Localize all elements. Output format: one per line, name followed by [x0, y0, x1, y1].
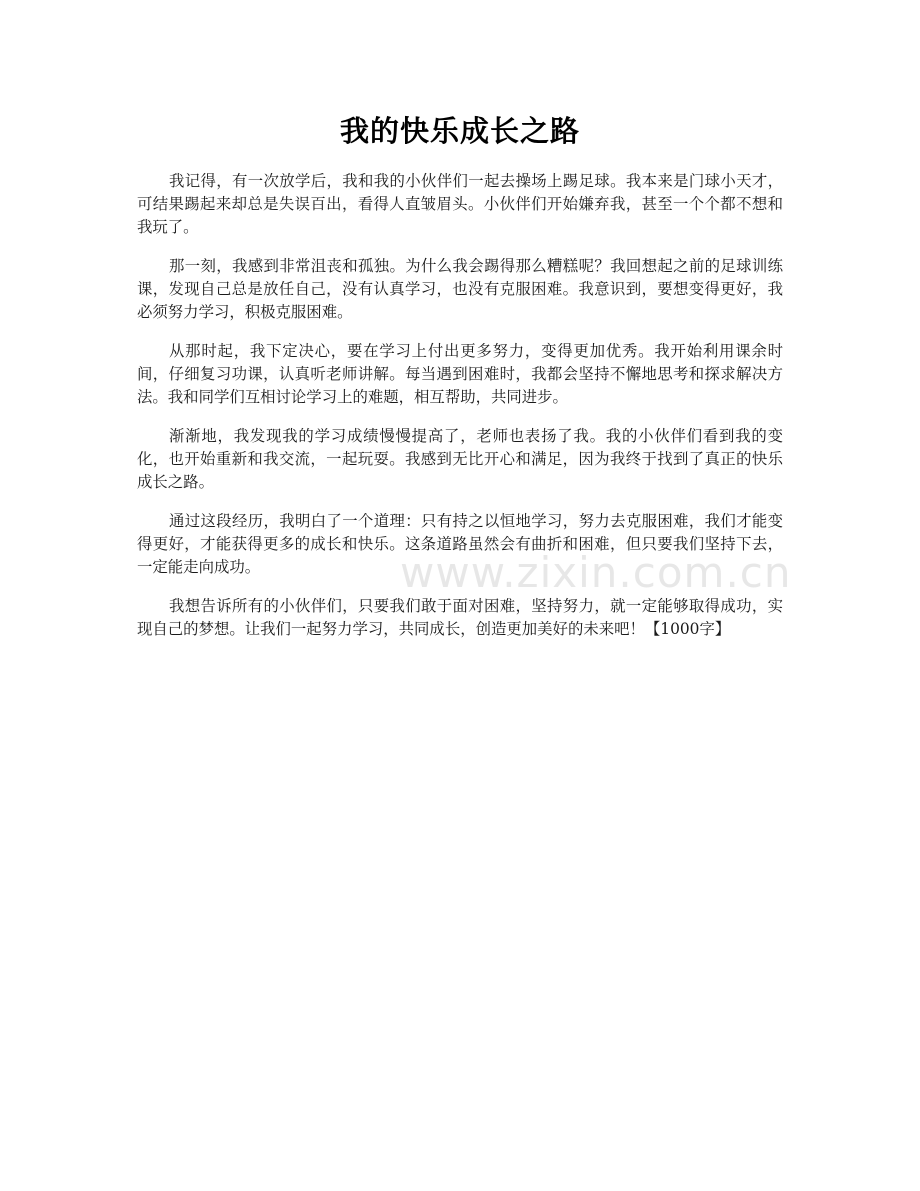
paragraph-4: 渐渐地，我发现我的学习成绩慢慢提高了，老师也表扬了我。我的小伙伴们看到我的变化，也开始重新和我交流，一起玩耍。我感到无比开心和满足，因为我终于找到了真正的快乐成长之路。 — [137, 427, 783, 491]
document-page — [137, 108, 783, 657]
paragraph-6: 我想告诉所有的小伙伴们，只要我们敢于面对困难，坚持努力，就一定能够取得成功，实现自己的梦想。让我们一起努力学习，共同成长，创造更加美好的未来吧！【1000字】 — [137, 597, 783, 638]
paragraph-2: 那一刻，我感到非常沮丧和孤独。为什么我会踢得那么糟糕呢？我回想起之前的足球训练课，发现自己总是放任自己，没有认真学习，也没有克服困难。我意识到，要想变得更好，我必须努力学习，积极克服困难。 — [137, 257, 783, 321]
watermark: www.zixin.com.cn — [400, 548, 792, 597]
paragraph-5: 通过这段经历，我明白了一个道理：只有持之以恒地学习，努力去克服困难，我们才能变得更好，才能获得更多的成长和快乐。这条道路虽然会有曲折和困难，但只要我们坚持下去，一定能走向成功。 — [137, 512, 783, 576]
paragraph-3: 从那时起，我下定决心，要在学习上付出更多努力，变得更加优秀。我开始利用课余时间，仔细复习功课，认真听老师讲解。每当遇到困难时，我都会坚持不懈地思考和探求解决方法。我和同学们互相讨论学习上的难题，相互帮助，共同进步。 — [137, 342, 783, 406]
document-title: 我的快乐成长之路 — [339, 114, 580, 148]
paragraph-1: 我记得，有一次放学后，我和我的小伙伴们一起去操场上踢足球。我本来是门球小天才，可结果踢起来却总是失误百出，看得人直皱眉头。小伙伴们开始嫌弃我，甚至一个个都不想和我玩了。 — [137, 172, 783, 236]
